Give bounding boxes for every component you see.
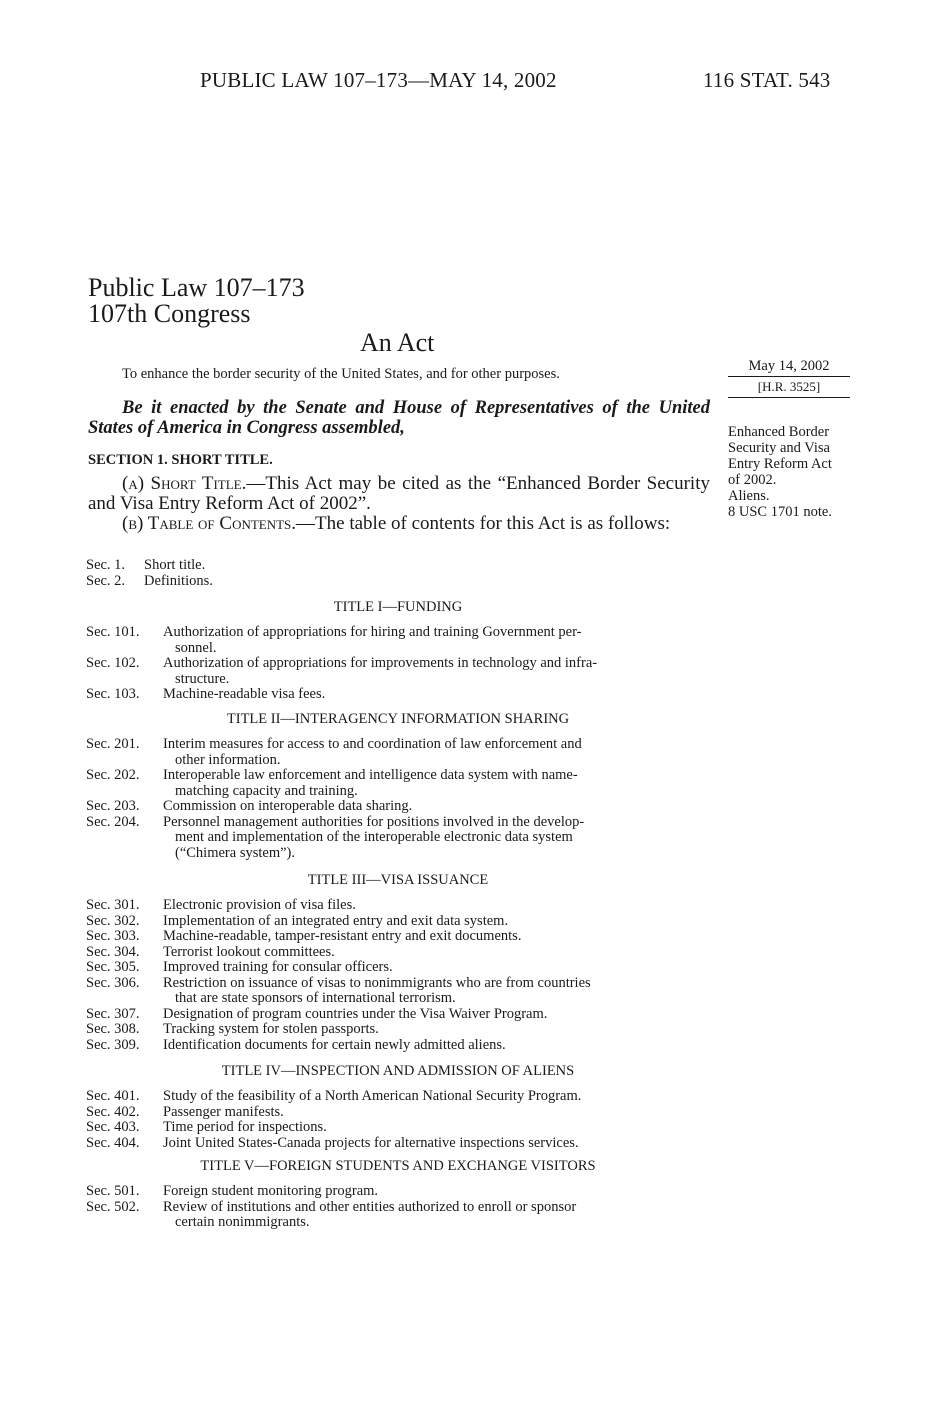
toc-title-sections [86, 625, 710, 703]
toc-section-title: Personnel management authorities for positions involved in the develop- [163, 813, 585, 830]
toc-section-title: Improved training for consular officers. [163, 959, 393, 975]
margin-note: Aliens. [728, 488, 770, 504]
toc-section-title: Short title. [144, 557, 206, 573]
toc-title-sections [86, 737, 710, 861]
subsection-text: —This Act may be cited as the “Enhanced Border Security and Visa Entry Reform Act of 2002”. [88, 473, 710, 514]
toc-intro-list [86, 558, 710, 589]
toc-section-number: Sec. 303. [86, 928, 140, 944]
toc-section-number: Sec. 103. [86, 686, 140, 702]
toc-entry [86, 1136, 710, 1152]
toc-title-sections [86, 1089, 710, 1151]
subsection-text: —The table of contents for this Act is as follows: [296, 513, 671, 534]
toc-section-title: Electronic provision of visa files. [163, 897, 356, 913]
toc-entry [86, 1089, 710, 1105]
toc-section-number: Sec. 301. [86, 897, 140, 913]
toc-entry [86, 1038, 710, 1054]
toc-section-title: Implementation of an integrated entry and exit data system. [163, 912, 509, 929]
margin-notes [728, 424, 858, 520]
toc-entry [86, 737, 710, 768]
enacting-clause: Be it enacted by the Senate and House of Representatives of the United States of America in Congress assembled, [88, 398, 710, 438]
margin-date-box [728, 358, 850, 400]
toc-entry [86, 625, 710, 656]
toc-section-title: Passenger manifests. [163, 1103, 284, 1120]
toc-section-number: Sec. 202. [86, 767, 140, 783]
toc-entry [86, 929, 710, 945]
toc-entry [86, 945, 710, 961]
margin-note: Enhanced Border [728, 424, 830, 440]
toc-section-title: Review of institutions and other entities authorized to enroll or sponsor [163, 1198, 577, 1215]
toc-title-heading: TITLE IV—INSPECTION AND ADMISSION OF ALIENS [221, 1063, 575, 1079]
enactment-date: May 14, 2002 [748, 358, 830, 374]
toc-section-title: Machine-readable, tamper-resistant entry and exit documents. [163, 928, 522, 944]
toc-section-title: Restriction on issuance of visas to nonimmigrants who are from countries [163, 974, 591, 991]
toc-entry [86, 768, 710, 799]
section-heading: SECTION 1. SHORT TITLE. [88, 452, 273, 468]
running-header-right: 116 STAT. 543 [703, 68, 831, 92]
toc-entry [86, 574, 710, 590]
toc-section-title: Study of the feasibility of a North American National Security Program. [163, 1088, 582, 1104]
toc-section-number: Sec. 502. [86, 1198, 140, 1215]
toc-section-title: Foreign student monitoring program. [163, 1183, 379, 1199]
toc-section-number: Sec. 302. [86, 912, 140, 929]
toc-section-title-cont: structure. [175, 670, 230, 687]
toc-section-title-cont: sonnel. [175, 639, 217, 656]
toc-section-number: Sec. 309. [86, 1036, 140, 1053]
toc-section-title: Time period for inspections. [163, 1119, 327, 1135]
toc-section-number: Sec. 2. [86, 572, 126, 589]
law-title-block [88, 275, 305, 327]
toc-entry [86, 1007, 710, 1023]
toc-section-title-cont: ment and implementation of the interoperable electronic data system [175, 829, 573, 845]
toc-section-title: Interim measures for access to and coordination of law enforcement and [163, 736, 582, 752]
margin-rule [728, 397, 850, 398]
toc-section-number: Sec. 306. [86, 974, 140, 991]
toc-section-title: Authorization of appropriations for hiring and training Government per- [163, 624, 582, 640]
margin-note: of 2002. [728, 472, 777, 488]
toc-section-number: Sec. 304. [86, 943, 140, 960]
toc-entry [86, 799, 710, 815]
toc-entry [86, 1105, 710, 1121]
toc-section-number: Sec. 402. [86, 1103, 140, 1120]
act-purpose: To enhance the border security of the United States, and for other purposes. [122, 366, 560, 382]
toc-section-title-cont: (“Chimera system”). [175, 844, 295, 861]
law-number: Public Law 107–173 [88, 273, 305, 302]
toc-entry [86, 1200, 710, 1231]
toc-section-number: Sec. 102. [86, 655, 140, 671]
toc-title-heading: TITLE II—INTERAGENCY INFORMATION SHARING [226, 711, 570, 727]
toc-title-heading: TITLE V—FOREIGN STUDENTS AND EXCHANGE VISITORS [200, 1158, 596, 1174]
toc-section-title: Authorization of appropriations for improvements in technology and infra- [163, 655, 598, 671]
toc-entry [86, 1184, 710, 1200]
toc-entry [86, 1022, 710, 1038]
toc-section-number: Sec. 501. [86, 1183, 140, 1199]
margin-note: Entry Reform Act [728, 456, 832, 472]
toc-section-number: Sec. 1. [86, 557, 126, 573]
toc-section-number: Sec. 308. [86, 1021, 140, 1037]
toc-section-number: Sec. 305. [86, 959, 140, 975]
toc-entry [86, 976, 710, 1007]
toc-paragraph [88, 514, 710, 534]
toc-section-number: Sec. 404. [86, 1134, 140, 1151]
margin-note: 8 USC 1701 note. [728, 504, 832, 520]
toc-section-title: Designation of program countries under the Visa Waiver Program. [163, 1005, 548, 1022]
toc-section-number: Sec. 307. [86, 1005, 140, 1022]
subsection-label: (b) Table of Contents. [122, 513, 297, 534]
toc-entry [86, 687, 710, 703]
congress-number: 107th Congress [88, 299, 251, 328]
margin-note: Security and Visa [728, 440, 830, 456]
toc-section-number: Sec. 204. [86, 813, 140, 830]
toc-section-number: Sec. 203. [86, 798, 140, 814]
toc-title-sections [86, 898, 710, 1053]
toc-section-title-cont: matching capacity and training. [175, 782, 358, 799]
toc-section-title: Joint United States-Canada projects for alternative inspections services. [163, 1134, 579, 1151]
toc-section-title-cont: other information. [175, 751, 281, 768]
toc-entry [86, 656, 710, 687]
toc-section-title: Commission on interoperable data sharing. [163, 798, 413, 814]
toc-section-title-cont: certain nonimmigrants. [175, 1214, 310, 1230]
toc-section-number: Sec. 401. [86, 1088, 140, 1104]
toc-section-title: Interoperable law enforcement and intelligence data system with name- [163, 767, 578, 783]
toc-section-title: Terrorist lookout committees. [163, 943, 335, 960]
toc-entry [86, 898, 710, 914]
toc-entry [86, 960, 710, 976]
toc-section-number: Sec. 201. [86, 736, 140, 752]
act-heading: An Act [360, 328, 435, 357]
subsection-label: (a) Short Title. [122, 473, 247, 494]
toc-section-title: Identification documents for certain newly admitted aliens. [163, 1036, 506, 1053]
toc-section-number: Sec. 403. [86, 1119, 140, 1135]
short-title-paragraph [88, 474, 710, 514]
toc-section-title: Definitions. [144, 572, 213, 589]
toc-section-number: Sec. 101. [86, 624, 140, 640]
bill-number: [H.R. 3525] [757, 379, 821, 394]
toc-section-title: Tracking system for stolen passports. [163, 1021, 379, 1037]
toc-section-title-cont: that are state sponsors of international terrorism. [175, 990, 456, 1006]
toc-entry [86, 815, 710, 862]
toc-section-title: Machine-readable visa fees. [163, 686, 326, 702]
running-header-left: PUBLIC LAW 107–173—MAY 14, 2002 [200, 68, 557, 92]
toc-title-heading: TITLE I—FUNDING [333, 599, 463, 615]
toc-title-heading: TITLE III—VISA ISSUANCE [307, 872, 489, 888]
margin-rule [728, 376, 850, 377]
toc-entry [86, 1120, 710, 1136]
toc-title-sections [86, 1184, 710, 1231]
toc-entry [86, 914, 710, 930]
toc-entry [86, 558, 710, 574]
